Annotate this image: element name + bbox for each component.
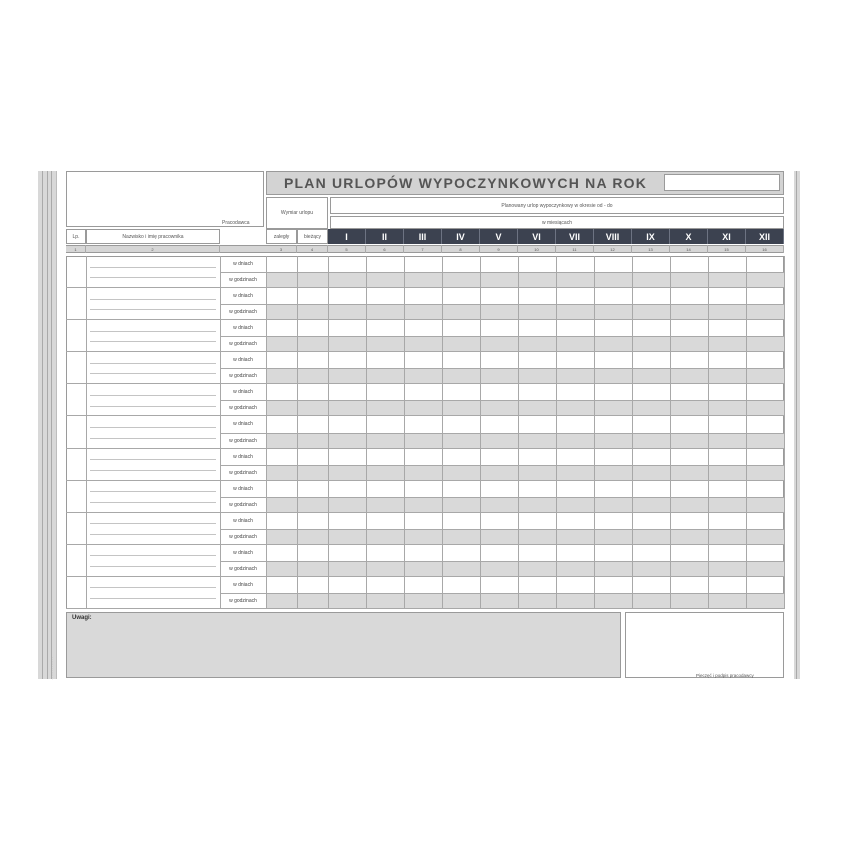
column-number-8: 8 [442,245,480,253]
unit-hours-label: w godzinach [229,373,257,380]
unit-hours-label: w godzinach [229,341,257,348]
unit-days-label: w dniach [233,581,253,588]
planned-header: Planowany urlop wypoczynkowy w okresie od - do [330,197,784,214]
month-header-4: IV [442,229,480,244]
row-divider [66,383,784,384]
unit-hours-label: w godzinach [229,405,257,412]
overdue-header: zaległy [266,229,297,244]
left-binding-strip [38,171,57,679]
column-divider [708,256,709,609]
subrow-divider [220,336,784,337]
row-divider [66,351,784,352]
column-number-6: 6 [366,245,404,253]
subrow-divider [220,433,784,434]
subrow-divider [220,304,784,305]
signature-label: Pieczęć i podpis pracodawcy [696,673,754,678]
hours-row-shade [266,497,784,513]
name-writing-line [90,502,216,503]
name-writing-line [90,459,216,460]
name-writing-line [90,267,216,268]
month-header-11: XI [708,229,746,244]
column-number-13: 13 [632,245,670,253]
unit-hours-label: w godzinach [229,437,257,444]
name-writing-line [90,331,216,332]
month-header-3: III [404,229,442,244]
name-writing-line [90,309,216,310]
unit-hours-label: w godzinach [229,309,257,316]
column-number-3: 3 [266,245,297,253]
name-writing-line [90,427,216,428]
month-header-2: II [366,229,404,244]
hours-row-shade [266,304,784,320]
hours-row-shade [266,561,784,577]
unit-days-label: w dniach [233,453,253,460]
name-header: Nazwisko i imię pracownika [86,229,220,244]
column-number-7: 7 [404,245,442,253]
unit-days-label: w dniach [233,261,253,268]
hours-row-shade [266,593,784,609]
hours-row-shade [266,336,784,352]
subrow-divider [220,593,784,594]
row-divider [66,287,784,288]
subrow-divider [220,497,784,498]
column-number-4: 4 [297,245,328,253]
month-header-6: VI [518,229,556,244]
column-divider [328,256,329,609]
column-number-5: 5 [328,245,366,253]
signature-box[interactable] [625,612,784,678]
column-number-16: 16 [746,245,784,253]
name-writing-line [90,566,216,567]
column-number-9: 9 [480,245,518,253]
name-writing-line [90,598,216,599]
column-divider [518,256,519,609]
remarks-box[interactable] [66,612,621,678]
row-divider [66,480,784,481]
right-binding-strip [794,171,800,679]
name-writing-line [90,438,216,439]
name-writing-line [90,555,216,556]
month-header-7: VII [556,229,594,244]
month-header-5: V [480,229,518,244]
column-divider [480,256,481,609]
remarks-label: Uwagi: [72,615,92,621]
name-writing-line [90,587,216,588]
column-divider [86,256,87,609]
unit-hours-label: w godzinach [229,469,257,476]
name-writing-line [90,277,216,278]
column-divider [670,256,671,609]
column-number-1: 1 [66,245,86,253]
hours-row-shade [266,400,784,416]
name-writing-line [90,470,216,471]
subrow-divider [220,561,784,562]
column-divider [746,256,747,609]
subrow-divider [220,465,784,466]
column-divider [784,256,785,609]
row-divider [66,608,784,609]
month-header-8: VIII [594,229,632,244]
row-divider [66,415,784,416]
unit-hours-label: w godzinach [229,277,257,284]
column-number-10: 10 [518,245,556,253]
print-note: · · · · · · · · · · · · · [50,657,54,680]
current-header: bieżący [297,229,328,244]
hours-row-shade [266,529,784,545]
name-writing-line [90,341,216,342]
month-header-10: X [670,229,708,244]
row-divider [66,576,784,577]
hours-row-shade [266,368,784,384]
row-divider [66,544,784,545]
in-months-header: w miesiącach [330,216,784,229]
month-header-1: I [328,229,366,244]
subrow-divider [220,529,784,530]
hours-row-shade [266,272,784,288]
name-writing-line [90,491,216,492]
column-number-2: 2 [86,245,220,253]
unit-hours-label: w godzinach [229,501,257,508]
name-writing-line [90,299,216,300]
employer-stamp-box[interactable] [66,171,264,227]
unit-days-label: w dniach [233,549,253,556]
row-divider [66,319,784,320]
unit-days-label: w dniach [233,485,253,492]
column-divider [220,256,221,609]
column-divider [556,256,557,609]
unit-hours-label: w godzinach [229,565,257,572]
unit-days-label: w dniach [233,357,253,364]
name-writing-line [90,406,216,407]
column-divider [297,256,298,609]
subrow-divider [220,272,784,273]
unit-hours-label: w godzinach [229,533,257,540]
unit-days-label: w dniach [233,293,253,300]
column-number-11: 11 [556,245,594,253]
row-divider [66,448,784,449]
column-divider [366,256,367,609]
hours-row-shade [266,465,784,481]
entitlement-header: Wymiar urlopu [266,197,328,229]
column-divider [632,256,633,609]
column-number-14: 14 [670,245,708,253]
column-divider [266,256,267,609]
column-divider [404,256,405,609]
name-writing-line [90,363,216,364]
name-writing-line [90,534,216,535]
year-field[interactable] [664,174,780,191]
unit-days-label: w dniach [233,325,253,332]
name-writing-line [90,395,216,396]
column-divider [594,256,595,609]
month-header-12: XII [746,229,784,244]
name-writing-line [90,523,216,524]
subrow-divider [220,400,784,401]
row-divider [66,512,784,513]
column-divider [442,256,443,609]
name-writing-line [90,373,216,374]
hours-row-shade [266,433,784,449]
employer-label: Pracodawca [222,220,250,226]
column-numbers [66,245,784,253]
unit-hours-label: w godzinach [229,597,257,604]
column-number-12: 12 [594,245,632,253]
unit-days-label: w dniach [233,389,253,396]
month-header-9: IX [632,229,670,244]
lp-header: Lp. [66,229,86,244]
months-row [328,229,784,244]
unit-days-label: w dniach [233,517,253,524]
unit-days-label: w dniach [233,421,253,428]
subrow-divider [220,368,784,369]
column-number-15: 15 [708,245,746,253]
form-title: PLAN URLOPÓW WYPOCZYNKOWYCH NA ROK [284,175,648,191]
plan-grid-body [66,256,784,609]
